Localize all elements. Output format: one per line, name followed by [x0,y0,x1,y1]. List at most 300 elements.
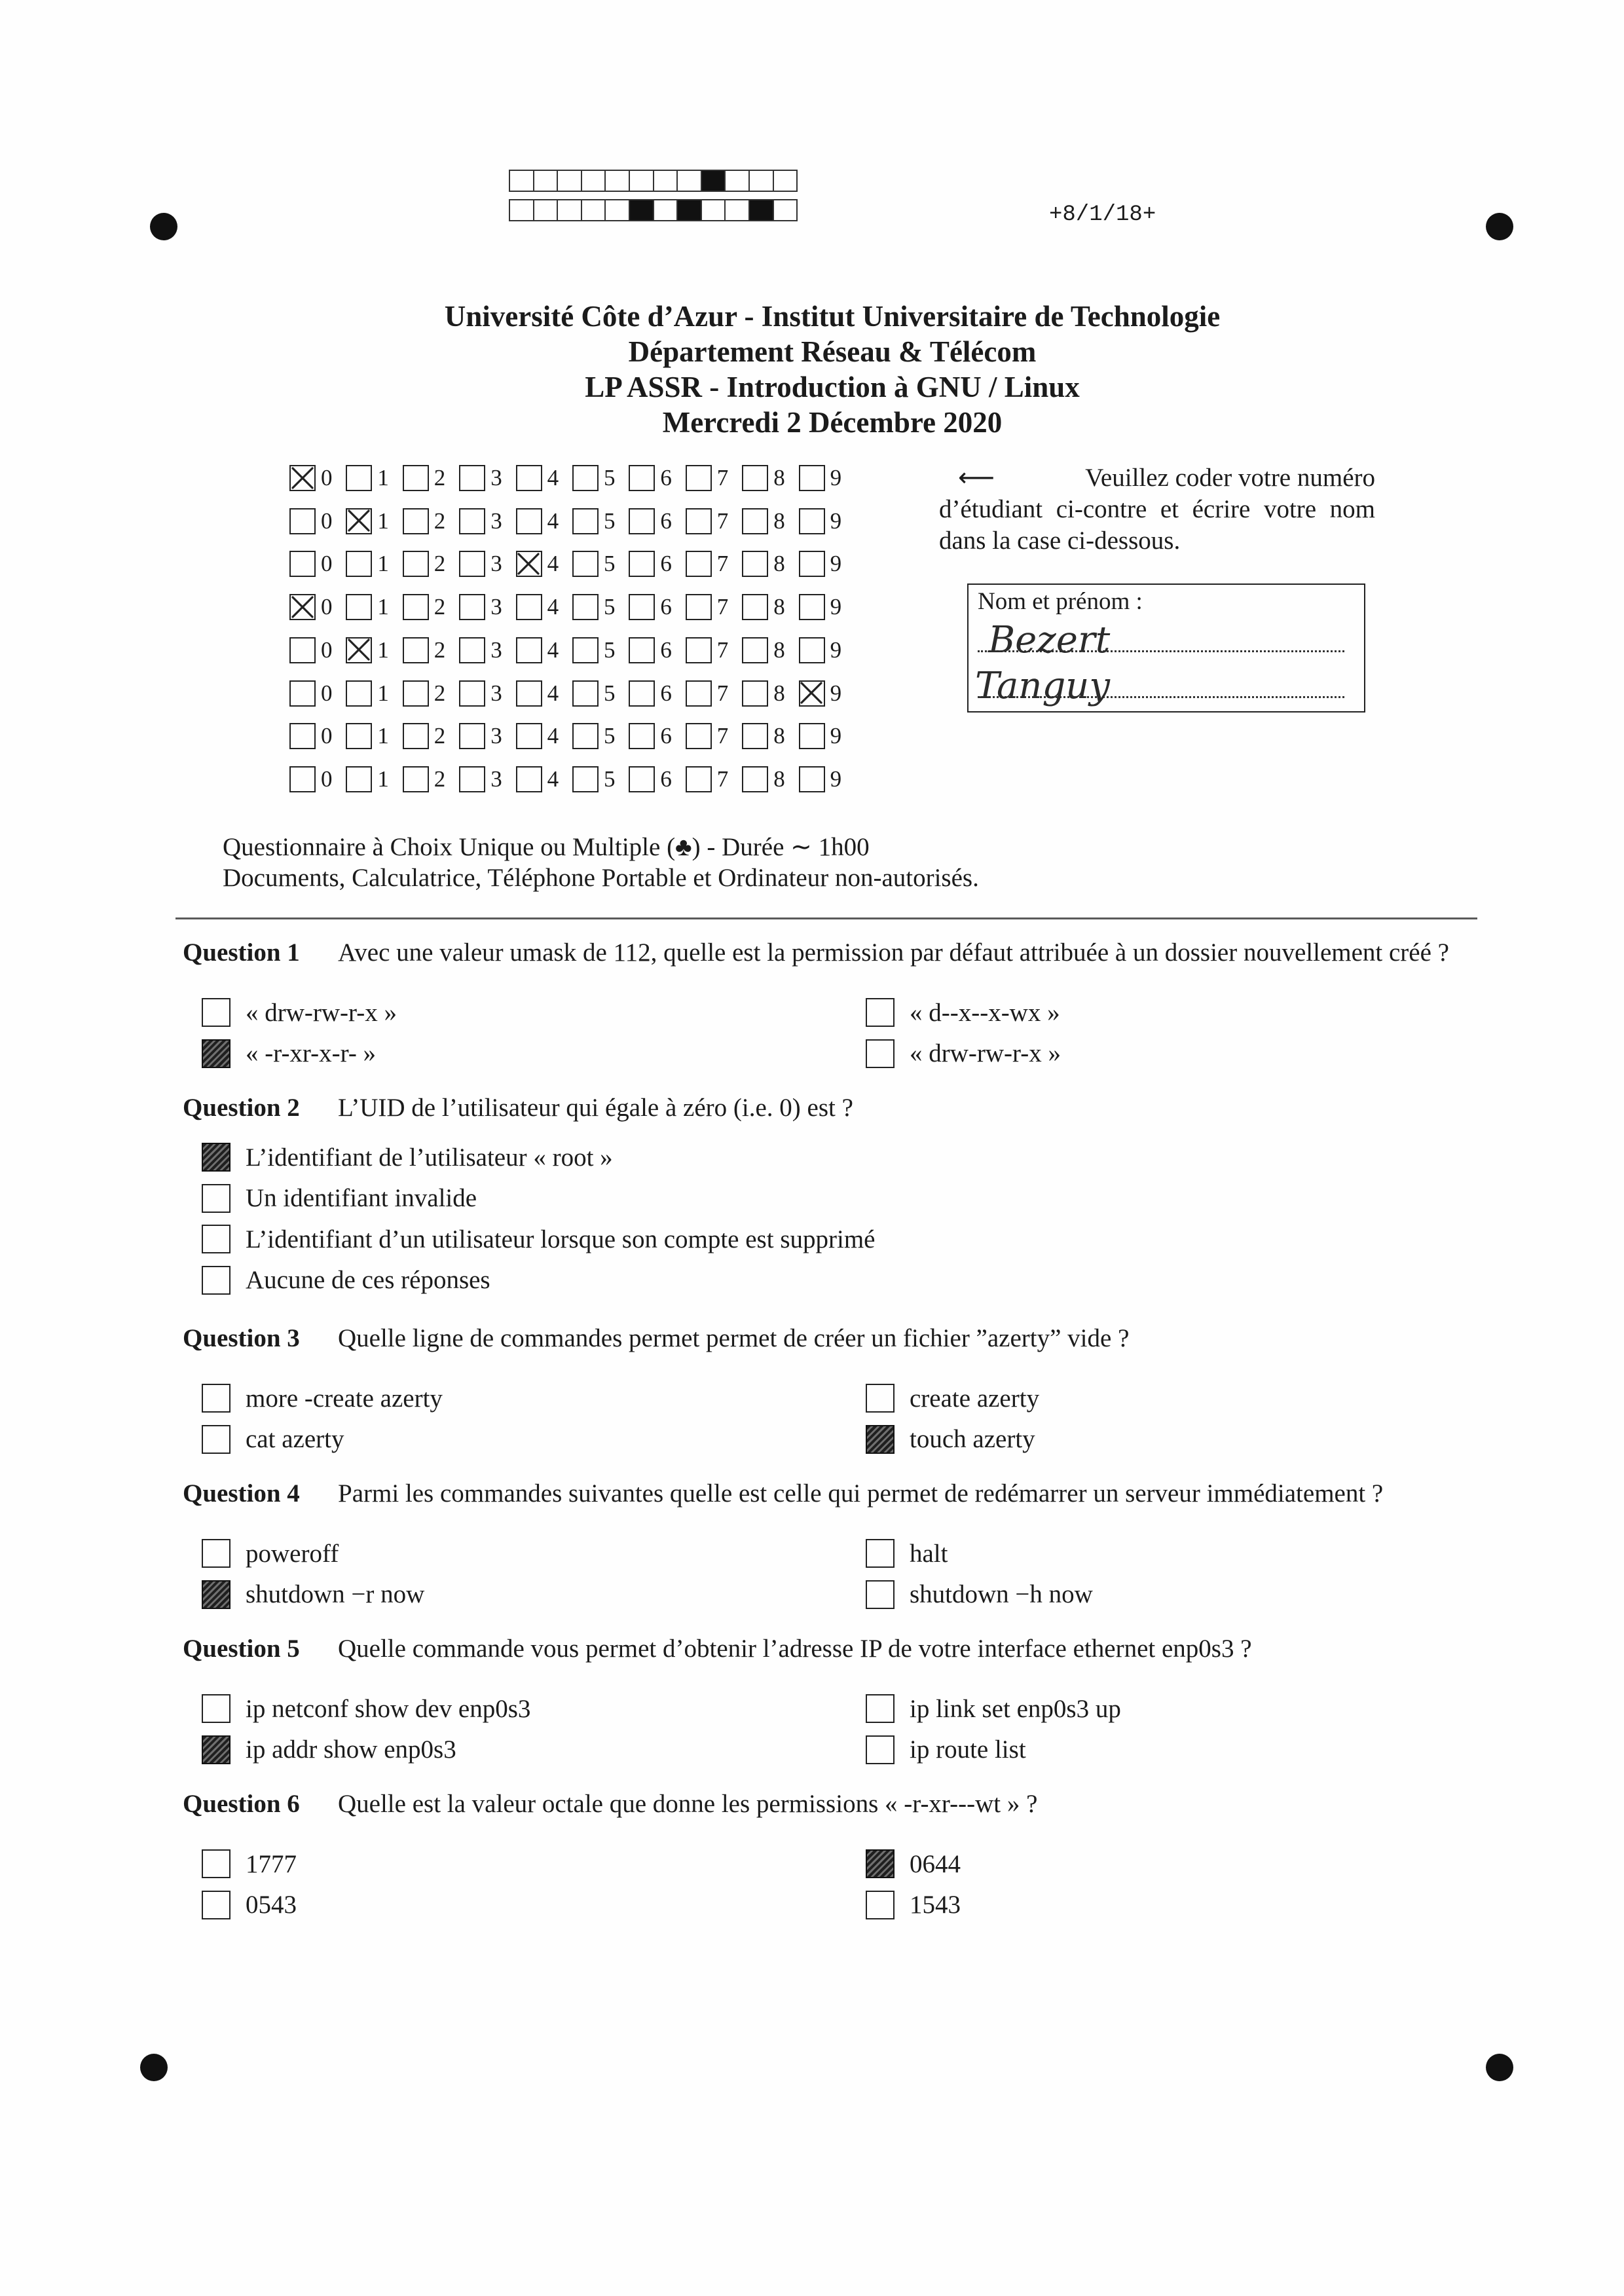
answer-label: 0543 [246,1891,297,1919]
id-digit-label: 3 [490,508,502,534]
id-digit-label: 9 [830,465,842,491]
id-digit-label: 0 [321,594,333,620]
id-digit-checkbox[interactable] [799,680,825,707]
id-digit-checkbox[interactable] [289,551,316,577]
id-digit-label: 8 [773,637,785,663]
id-digit-checkbox[interactable] [799,551,825,577]
answer-checkbox[interactable] [866,1849,895,1878]
answer-checkbox[interactable] [866,1735,895,1764]
id-digit-checkbox[interactable] [346,551,372,577]
answer-checkbox[interactable] [202,1425,231,1454]
id-digit-label: 1 [377,551,389,577]
id-digit-checkbox[interactable] [289,465,316,491]
id-digit-label: 1 [377,723,389,749]
id-digit-label: 8 [773,680,785,706]
id-digit-label: 9 [830,637,842,663]
barcode-row [509,199,798,221]
id-digit-checkbox[interactable] [516,637,542,663]
id-digit-label: 6 [660,766,672,792]
answer-checkbox[interactable] [202,1849,231,1878]
id-digit-checkbox[interactable] [459,508,485,534]
registration-dot-bottom-left [140,2054,168,2081]
id-digit-checkbox[interactable] [742,465,768,491]
id-digit-row-5 [289,637,879,663]
section-divider [175,917,1477,919]
id-digit-label: 6 [660,680,672,706]
id-digit-row-8 [289,766,879,792]
answer-option[interactable] [202,1533,866,1574]
answer-option[interactable] [866,1533,1442,1574]
id-digit-label: 6 [660,465,672,491]
answer-option[interactable] [202,1688,866,1730]
question-header [183,1091,1466,1124]
answer-checkbox[interactable] [202,998,231,1027]
question-3 [183,1322,1466,1460]
answer-checkbox[interactable] [866,1425,895,1454]
id-digit-checkbox[interactable] [289,766,316,792]
answer-option[interactable] [866,1378,1442,1419]
answer-option[interactable] [202,1574,866,1616]
answer-label: Aucune de ces réponses [246,1266,490,1295]
cross-mark-icon [346,508,372,534]
id-digit-checkbox[interactable] [686,637,712,663]
id-digit-checkbox[interactable] [742,680,768,707]
answer-options [183,992,1466,1074]
id-digit-checkbox[interactable] [686,465,712,491]
id-digit-label: 4 [547,551,559,577]
id-digit-checkbox[interactable] [572,465,599,491]
question-header [183,1787,1466,1820]
answer-label: poweroff [246,1539,339,1568]
question-header [183,1632,1466,1665]
sheet-code: +8/1/18+ [1049,202,1156,227]
id-digit-checkbox[interactable] [459,723,485,749]
answer-checkbox[interactable] [202,1143,231,1172]
id-digit-checkbox[interactable] [459,594,485,620]
id-digit-row-3 [289,551,879,577]
cross-mark-icon [346,637,372,663]
id-digit-checkbox[interactable] [572,766,599,792]
id-digit-label: 9 [830,680,842,706]
answer-option[interactable] [202,1843,866,1885]
id-digit-label: 8 [773,465,785,491]
id-digit-label: 5 [604,766,616,792]
id-digit-label: 4 [547,680,559,706]
question-header [183,1477,1466,1509]
id-digit-checkbox[interactable] [403,723,429,749]
id-digit-checkbox[interactable] [686,680,712,707]
id-digit-checkbox[interactable] [459,637,485,663]
id-digit-row-7 [289,723,879,749]
id-digit-checkbox[interactable] [629,465,655,491]
id-digit-label: 0 [321,680,333,706]
answer-checkbox[interactable] [202,1694,231,1723]
handwritten-first-name: Tanguy [975,665,1111,707]
answer-options [183,1688,1466,1770]
barcode-cell-empty [581,200,605,220]
id-digit-label: 6 [660,594,672,620]
name-field[interactable] [967,583,1365,713]
id-digit-label: 1 [377,508,389,534]
answer-option[interactable] [202,1219,1466,1260]
barcode-cell-empty [629,171,653,191]
id-digit-checkbox[interactable] [346,594,372,620]
answer-option[interactable] [866,1574,1442,1616]
answer-label: 1543 [910,1891,961,1919]
id-digit-checkbox[interactable] [403,551,429,577]
id-digit-label: 5 [604,637,616,663]
exam-info [223,832,979,893]
id-instructions [939,462,1375,557]
answer-options [183,1378,1466,1460]
answer-option[interactable] [202,1378,866,1419]
answer-checkbox[interactable] [202,1039,231,1068]
barcode-cell-filled [748,200,773,220]
id-digit-checkbox[interactable] [686,723,712,749]
answer-option[interactable] [202,1730,866,1771]
barcode-cell-empty [509,171,533,191]
id-digit-label: 7 [716,680,729,706]
barcode-cell-empty [557,171,581,191]
answer-label: ip addr show enp0s3 [246,1735,456,1764]
id-digit-checkbox[interactable] [629,680,655,707]
answer-checkbox[interactable] [202,1225,231,1253]
id-digit-label: 4 [547,594,559,620]
question-text: Quelle ligne de commandes permet permet de créer un fichier ”azerty” vide ? [338,1324,1130,1352]
id-digit-checkbox[interactable] [799,723,825,749]
barcode-cell-empty [533,171,557,191]
answer-checkbox[interactable] [202,1539,231,1568]
id-digit-checkbox[interactable] [516,508,542,534]
barcode-row [509,170,798,192]
exam-title [243,299,1422,440]
id-digit-checkbox[interactable] [572,551,599,577]
id-digit-checkbox[interactable] [516,680,542,707]
id-digit-label: 0 [321,723,333,749]
id-digit-label: 4 [547,766,559,792]
id-digit-checkbox[interactable] [346,637,372,663]
answer-label: « drw-rw-r-x » [246,998,397,1027]
id-digit-checkbox[interactable] [572,508,599,534]
answer-checkbox[interactable] [866,1891,895,1919]
answer-option[interactable] [202,1137,1466,1178]
answer-checkbox[interactable] [202,1184,231,1213]
id-digit-label: 1 [377,637,389,663]
id-digit-label: 0 [321,465,333,491]
barcode-cell-empty [557,200,581,220]
id-digit-checkbox[interactable] [459,465,485,491]
answer-option[interactable] [202,1178,1466,1219]
question-5 [183,1632,1466,1770]
id-digit-checkbox[interactable] [799,766,825,792]
barcode-cell-filled [676,200,701,220]
id-digit-label: 7 [716,508,729,534]
title-institution: Université Côte d’Azur - Institut Universitaire de Technologie [444,300,1221,333]
answer-label: « -r-xr-x-r- » [246,1039,377,1068]
id-digit-label: 0 [321,637,333,663]
title-department: Département Réseau & Télécom [628,335,1037,368]
answer-option[interactable] [866,1033,1442,1075]
id-digit-label: 7 [716,766,729,792]
answer-label: cat azerty [246,1425,344,1454]
id-digit-row-4 [289,594,879,620]
id-digit-label: 5 [604,594,616,620]
id-digit-label: 6 [660,508,672,534]
id-digit-label: 9 [830,594,842,620]
answer-checkbox[interactable] [202,1580,231,1609]
question-text: Avec une valeur umask de 112, quelle est la permission par défaut attribuée à un dossier nouvellement créé ? [338,938,1449,967]
question-label: Question 5 [183,1634,300,1663]
id-digit-label: 2 [434,594,446,620]
id-digit-checkbox[interactable] [686,508,712,534]
id-digit-label: 2 [434,680,446,706]
id-digit-label: 7 [716,637,729,663]
barcode-cell-empty [581,171,605,191]
id-digit-row-2 [289,508,879,534]
id-digit-label: 1 [377,594,389,620]
id-digit-checkbox[interactable] [346,766,372,792]
id-digit-label: 1 [377,465,389,491]
id-digit-checkbox[interactable] [686,594,712,620]
id-digit-label: 5 [604,551,616,577]
id-digit-checkbox[interactable] [572,723,599,749]
answer-option[interactable] [202,1419,866,1460]
id-digit-label: 0 [321,551,333,577]
id-digit-label: 5 [604,723,616,749]
answer-option[interactable] [866,1419,1442,1460]
id-digit-checkbox[interactable] [289,637,316,663]
cross-mark-icon [515,551,542,577]
answer-option[interactable] [866,1688,1442,1730]
answer-label: ip link set enp0s3 up [910,1694,1121,1723]
answer-option[interactable] [202,1033,866,1075]
answer-label: Un identifiant invalide [246,1184,477,1213]
id-digit-checkbox[interactable] [629,508,655,534]
id-digit-label: 5 [604,680,616,706]
answer-label: halt [910,1539,948,1568]
id-digit-checkbox[interactable] [403,766,429,792]
question-text: L’UID de l’utilisateur qui égale à zéro (i.e. 0) est ? [338,1093,853,1122]
id-digit-checkbox[interactable] [799,594,825,620]
id-digit-checkbox[interactable] [742,508,768,534]
registration-dot-top-left [150,213,177,240]
id-digit-label: 4 [547,508,559,534]
id-digit-checkbox[interactable] [346,680,372,707]
answer-checkbox[interactable] [202,1266,231,1295]
answer-checkbox[interactable] [866,1694,895,1723]
answer-checkbox[interactable] [202,1384,231,1413]
id-digit-label: 4 [547,465,559,491]
id-digit-checkbox[interactable] [403,637,429,663]
answer-option[interactable] [866,1885,1442,1926]
id-digit-checkbox[interactable] [346,723,372,749]
barcode-cell-empty [724,200,748,220]
answer-option[interactable] [866,1730,1442,1771]
id-digit-label: 9 [830,723,842,749]
question-text: Quelle est la valeur octale que donne les permissions « -r-xr---wt » ? [338,1789,1038,1818]
id-digit-label: 8 [773,508,785,534]
id-digit-label: 6 [660,723,672,749]
id-digit-checkbox[interactable] [686,551,712,577]
id-digit-checkbox[interactable] [516,465,542,491]
answer-label: shutdown −r now [246,1580,425,1609]
answer-checkbox[interactable] [202,1891,231,1919]
title-course: LP ASSR - Introduction à GNU / Linux [585,371,1080,403]
barcode-cell-empty [604,200,629,220]
answer-checkbox[interactable] [202,1735,231,1764]
id-digit-checkbox[interactable] [742,551,768,577]
barcode-cell-empty [653,200,677,220]
answer-label: ip route list [910,1735,1026,1764]
id-digit-checkbox[interactable] [459,766,485,792]
id-digit-checkbox[interactable] [629,637,655,663]
id-digit-label: 8 [773,766,785,792]
id-digit-label: 8 [773,594,785,620]
id-digit-checkbox[interactable] [572,594,599,620]
id-digit-checkbox[interactable] [629,723,655,749]
question-header [183,1322,1466,1354]
answer-checkbox[interactable] [866,1039,895,1068]
id-digit-checkbox[interactable] [289,680,316,707]
barcode-cell-empty [676,171,701,191]
id-digit-label: 9 [830,551,842,577]
answer-label: L’identifiant de l’utilisateur « root » [246,1143,613,1172]
answer-checkbox[interactable] [866,1539,895,1568]
id-digit-checkbox[interactable] [459,551,485,577]
id-digit-checkbox[interactable] [742,766,768,792]
id-digit-checkbox[interactable] [459,680,485,707]
id-digit-checkbox[interactable] [742,594,768,620]
id-digit-checkbox[interactable] [572,637,599,663]
id-digit-label: 0 [321,766,333,792]
question-label: Question 6 [183,1789,300,1818]
answer-label: shutdown −h now [910,1580,1093,1609]
question-4 [183,1477,1466,1615]
answer-label: 1777 [246,1849,297,1878]
id-digit-label: 7 [716,551,729,577]
question-label: Question 3 [183,1324,300,1352]
id-digit-row-6 [289,680,879,707]
answer-checkbox[interactable] [866,998,895,1027]
id-digit-label: 3 [490,680,502,706]
answer-options [183,1843,1466,1925]
id-instructions-line-3: dans la case ci-dessous. [939,527,1181,555]
exam-info-line-1: Questionnaire à Choix Unique ou Multiple (♣) - Durée ∼ 1h00 [223,833,870,861]
answer-label: L’identifiant d’un utilisateur lorsque son compte est supprimé [246,1225,876,1253]
id-digit-checkbox[interactable] [516,723,542,749]
id-digit-label: 4 [547,637,559,663]
answer-option[interactable] [866,992,1442,1033]
id-digit-checkbox[interactable] [403,465,429,491]
id-digit-label: 6 [660,551,672,577]
question-text: Quelle commande vous permet d’obtenir l’adresse IP de votre interface ethernet enp0s3 ? [338,1634,1252,1663]
answer-option[interactable] [202,1885,866,1926]
cross-mark-icon [289,465,316,491]
id-digit-checkbox[interactable] [799,465,825,491]
id-instructions-line-1 [939,462,1375,494]
id-digit-checkbox[interactable] [799,508,825,534]
id-digit-checkbox[interactable] [516,766,542,792]
answer-option[interactable] [866,1843,1442,1885]
barcode-cell-empty [701,200,725,220]
id-digit-label: 3 [490,465,502,491]
id-digit-label: 1 [377,766,389,792]
barcode-cell-empty [724,171,748,191]
id-digit-checkbox[interactable] [403,594,429,620]
id-digit-checkbox[interactable] [346,508,372,534]
question-2 [183,1091,1466,1301]
id-digit-checkbox[interactable] [742,723,768,749]
question-1 [183,936,1466,1074]
id-digit-checkbox[interactable] [799,637,825,663]
id-digit-checkbox[interactable] [572,680,599,707]
id-digit-label: 7 [716,465,729,491]
id-digit-label: 3 [490,551,502,577]
answer-label: 0644 [910,1849,961,1878]
barcode-cell-filled [629,200,653,220]
id-digit-checkbox[interactable] [742,637,768,663]
answer-label: more -create azerty [246,1384,443,1413]
id-digit-label: 9 [830,766,842,792]
registration-dot-bottom-right [1486,2054,1513,2081]
id-digit-checkbox[interactable] [629,766,655,792]
barcode-cell-empty [533,200,557,220]
barcode-cell-empty [748,171,773,191]
answer-option[interactable] [202,1260,1466,1301]
question-label: Question 1 [183,938,300,967]
id-digit-label: 2 [434,465,446,491]
id-digit-checkbox[interactable] [629,551,655,577]
answer-checkbox[interactable] [866,1384,895,1413]
id-instructions-text-1: Veuillez coder votre numéro [1085,464,1375,492]
id-digit-checkbox[interactable] [289,508,316,534]
id-digit-label: 2 [434,723,446,749]
id-digit-label: 2 [434,551,446,577]
id-digit-checkbox[interactable] [289,594,316,620]
exam-info-line-2: Documents, Calculatrice, Téléphone Portable et Ordinateur non-autorisés. [223,864,979,892]
sheet-barcode [509,170,798,229]
id-digit-label: 2 [434,508,446,534]
answer-label: « drw-rw-r-x » [910,1039,1061,1068]
id-digit-label: 2 [434,766,446,792]
id-digit-checkbox[interactable] [403,508,429,534]
id-digit-label: 5 [604,508,616,534]
id-digit-checkbox[interactable] [516,551,542,577]
answer-label: ip netconf show dev enp0s3 [246,1694,531,1723]
handwritten-last-name: Bezert [988,619,1111,661]
barcode-cell-empty [653,171,677,191]
id-digit-checkbox[interactable] [686,766,712,792]
id-digit-checkbox[interactable] [516,594,542,620]
id-digit-label: 9 [830,508,842,534]
answer-label: touch azerty [910,1425,1035,1454]
answer-checkbox[interactable] [866,1580,895,1609]
id-digit-checkbox[interactable] [403,680,429,707]
id-instructions-line-2: d’étudiant ci-contre et écrire votre nom [939,495,1375,523]
id-digit-checkbox[interactable] [629,594,655,620]
answer-option[interactable] [202,992,866,1033]
left-arrow-icon: ⟵ [958,463,995,492]
id-digit-checkbox[interactable] [289,723,316,749]
id-digit-label: 3 [490,637,502,663]
id-digit-label: 2 [434,637,446,663]
id-digit-row-1 [289,465,879,491]
id-digit-label: 1 [377,680,389,706]
id-digit-checkbox[interactable] [346,465,372,491]
question-text: Parmi les commandes suivantes quelle est celle qui permet de redémarrer un serveur immédiatement ? [338,1479,1384,1508]
id-digit-label: 4 [547,723,559,749]
barcode-cell-empty [604,171,629,191]
